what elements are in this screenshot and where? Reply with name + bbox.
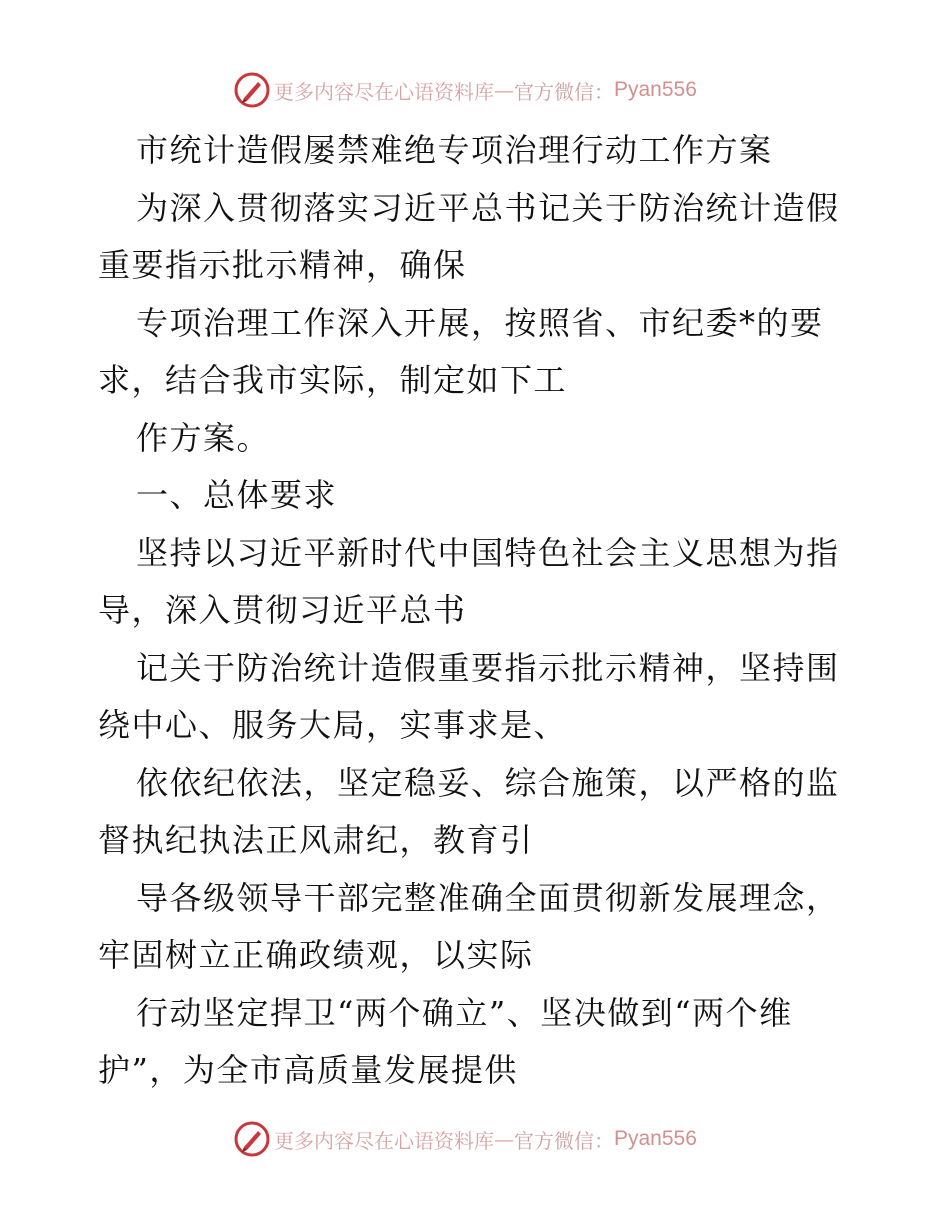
watermark-wechat-id: Pyan556 (614, 1127, 697, 1150)
watermark-separator: — (494, 1127, 514, 1151)
text-line: 导，深入贯彻习近平总书 (98, 591, 467, 629)
text-line: 护”，为全市高质量发展提供 (98, 1051, 518, 1089)
pen-logo-icon (234, 72, 270, 108)
text-line: 牢固树立正确政绩观，以实际 (98, 936, 534, 974)
text-line: 督执纪执法正风肃纪，教育引 (98, 821, 534, 859)
watermark-label: 官方微信： (514, 1128, 614, 1153)
text-line: 记关于防治统计造假重要指示批示精神，坚持围 (136, 648, 840, 687)
watermark-separator: — (494, 78, 514, 102)
text-line: 作方案。 (136, 418, 271, 457)
text-line: 重要指示批示精神，确保 (98, 246, 467, 284)
text-line: 为深入贯彻落实习近平总书记关于防治统计造假 (136, 188, 840, 227)
watermark-main-text: 更多内容尽在心语资料库 (274, 79, 494, 104)
watermark-banner-top (234, 70, 697, 110)
text-line: 行动坚定捍卫“两个确立”、坚决做到“两个维 (136, 993, 793, 1032)
text-line: 坚持以习近平新时代中国特色社会主义思想为指 (136, 533, 840, 572)
watermark-banner-bottom (234, 1119, 697, 1159)
text-line: 专项治理工作深入开展，按照省、市纪委*的要 (136, 303, 824, 342)
watermark-label: 官方微信： (514, 79, 614, 104)
document-body (98, 122, 858, 1100)
pen-logo-icon (234, 1121, 270, 1157)
text-line: 一、总体要求 (136, 476, 338, 514)
text-line: 绕中心、服务大局，实事求是、 (98, 706, 568, 744)
text-line: 求，结合我市实际，制定如下工 (98, 361, 568, 399)
text-line: 依依纪依法，坚定稳妥、综合施策，以严格的监 (136, 763, 840, 802)
text-line: 导各级领导干部完整准确全面贯彻新发展理念， (136, 878, 840, 917)
document-title: 市统计造假屡禁难绝专项治理行动工作方案 (136, 131, 773, 169)
watermark-main-text: 更多内容尽在心语资料库 (274, 1128, 494, 1153)
watermark-wechat-id: Pyan556 (614, 78, 697, 101)
